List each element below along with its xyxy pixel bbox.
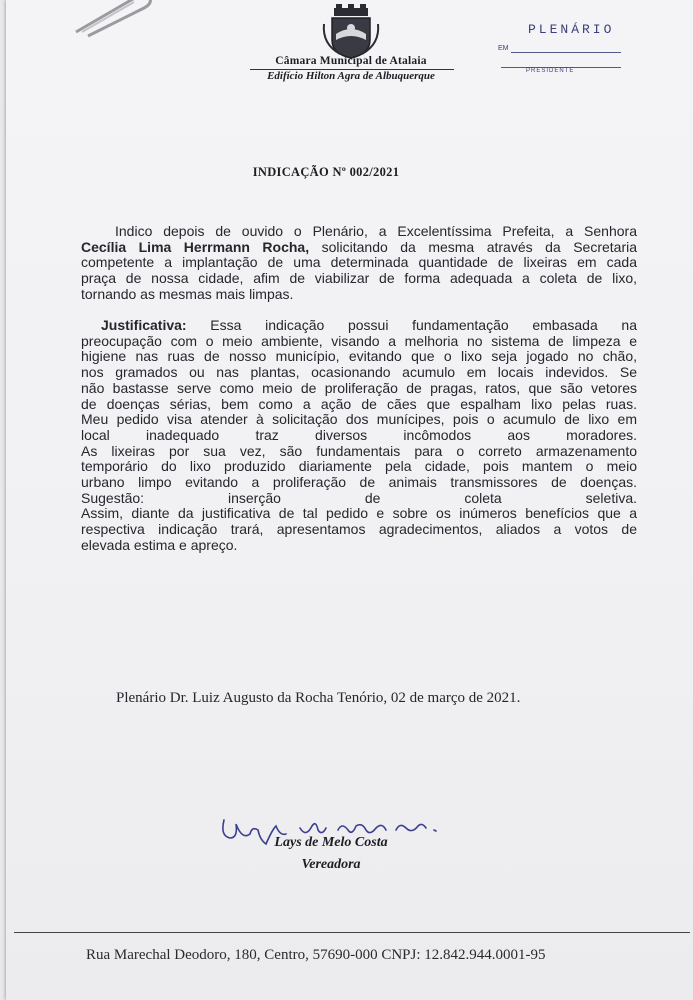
- paragraph-line: Sugestão: inserção de coleta seletiva.: [81, 489, 637, 506]
- paper-clip-icon: [68, 0, 152, 38]
- paragraph-line: higiene nas ruas de nosso município, evitando que o lixo seja jogado no chão,: [81, 348, 637, 365]
- paragraph-line: tornando as mesmas mais limpas.: [81, 285, 294, 302]
- paragraph-line: Assim, diante da justificativa de tal pedido e sobre os inúmeros benefícios que a: [81, 505, 637, 522]
- plenario-stamp-em-label: EM: [498, 45, 509, 52]
- paragraph-line: [81, 240, 637, 256]
- stamp-date-line: [511, 52, 621, 53]
- signer-name: Lays de Melo Costa: [274, 835, 388, 850]
- place-and-date: Plenário Dr. Luiz Augusto da Rocha Tenório, 02 de março de 2021.: [116, 690, 521, 706]
- paragraph-line: urbano limpo evitando a proliferação de animais transmissores de doenças.: [81, 474, 637, 491]
- justification-label: Justificativa:: [101, 317, 187, 333]
- paragraph-line: não bastasse serve como meio de proliferação de pragas, ratos, que são vetores: [81, 379, 637, 396]
- paragraph-justification: [81, 318, 637, 554]
- mayor-name: Cecília Lima Herrmann Rocha,: [81, 238, 310, 255]
- paragraph-line: preocupação com o meio ambiente, visando a melhoria no sistema de limpeza e: [81, 332, 637, 349]
- document-title: INDICAÇÃO Nº 002/2021: [252, 165, 400, 179]
- paragraph-line: local inadequado traz diversos incômodos aos moradores.: [81, 426, 637, 443]
- paragraph-request: [81, 224, 637, 303]
- plenario-stamp-presidente-label: PRESIDENTE: [526, 68, 575, 74]
- document-page: [6, 0, 693, 1000]
- footer-divider: [14, 932, 690, 933]
- paragraph-line-fragment: solicitando da mesma através da Secretaria: [321, 238, 637, 255]
- plenario-stamp-title: PLENÁRIO: [528, 22, 615, 37]
- paragraph-line: nos gramados ou nas plantas, ocasionando acumulo em locais indevidos. Se: [81, 364, 637, 381]
- paragraph-line: de doenças sérias, bem como a ação de cães que espalham lixo pelas ruas.: [81, 395, 637, 412]
- paragraph-line: Indico depois de ouvido o Plenário, a Excelentíssima Prefeita, a Senhora: [115, 223, 637, 239]
- paragraph-line: [81, 318, 637, 334]
- paragraph-line: competente a implantação de uma determinada quantidade de lixeiras em cada: [81, 254, 637, 271]
- paragraph-line: temporário do lixo produzido diariamente pela cidade, pois mantem o meio: [81, 458, 637, 475]
- municipal-crest-icon: [320, 4, 382, 60]
- paragraph-line: elevada estima e apreço.: [81, 536, 238, 553]
- paragraph-line: respectiva indicação trará, apresentamos agradecimentos, aliados a votos de: [81, 521, 637, 538]
- organization-name: Câmara Municipal de Atalaia: [275, 55, 427, 67]
- paragraph-line-fragment: Essa indicação possui fundamentação embasada na: [210, 317, 637, 333]
- signer-role: Vereadora: [301, 857, 361, 872]
- footer-address: Rua Marechal Deodoro, 180, Centro, 57690-000 CNPJ: 12.842.944.0001-95: [86, 947, 546, 963]
- paragraph-line: Meu pedido visa atender à solicitação dos munícipes, pois o acumulo de lixo em: [81, 411, 637, 428]
- paragraph-line: praça de nossa cidade, afim de viabilizar de forma adequada a coleta de lixo,: [81, 270, 637, 287]
- paragraph-line: As lixeiras por sua vez, são fundamentais para o correto armazenamento: [81, 442, 637, 459]
- building-name: Edifício Hilton Agra de Albuquerque: [267, 70, 435, 82]
